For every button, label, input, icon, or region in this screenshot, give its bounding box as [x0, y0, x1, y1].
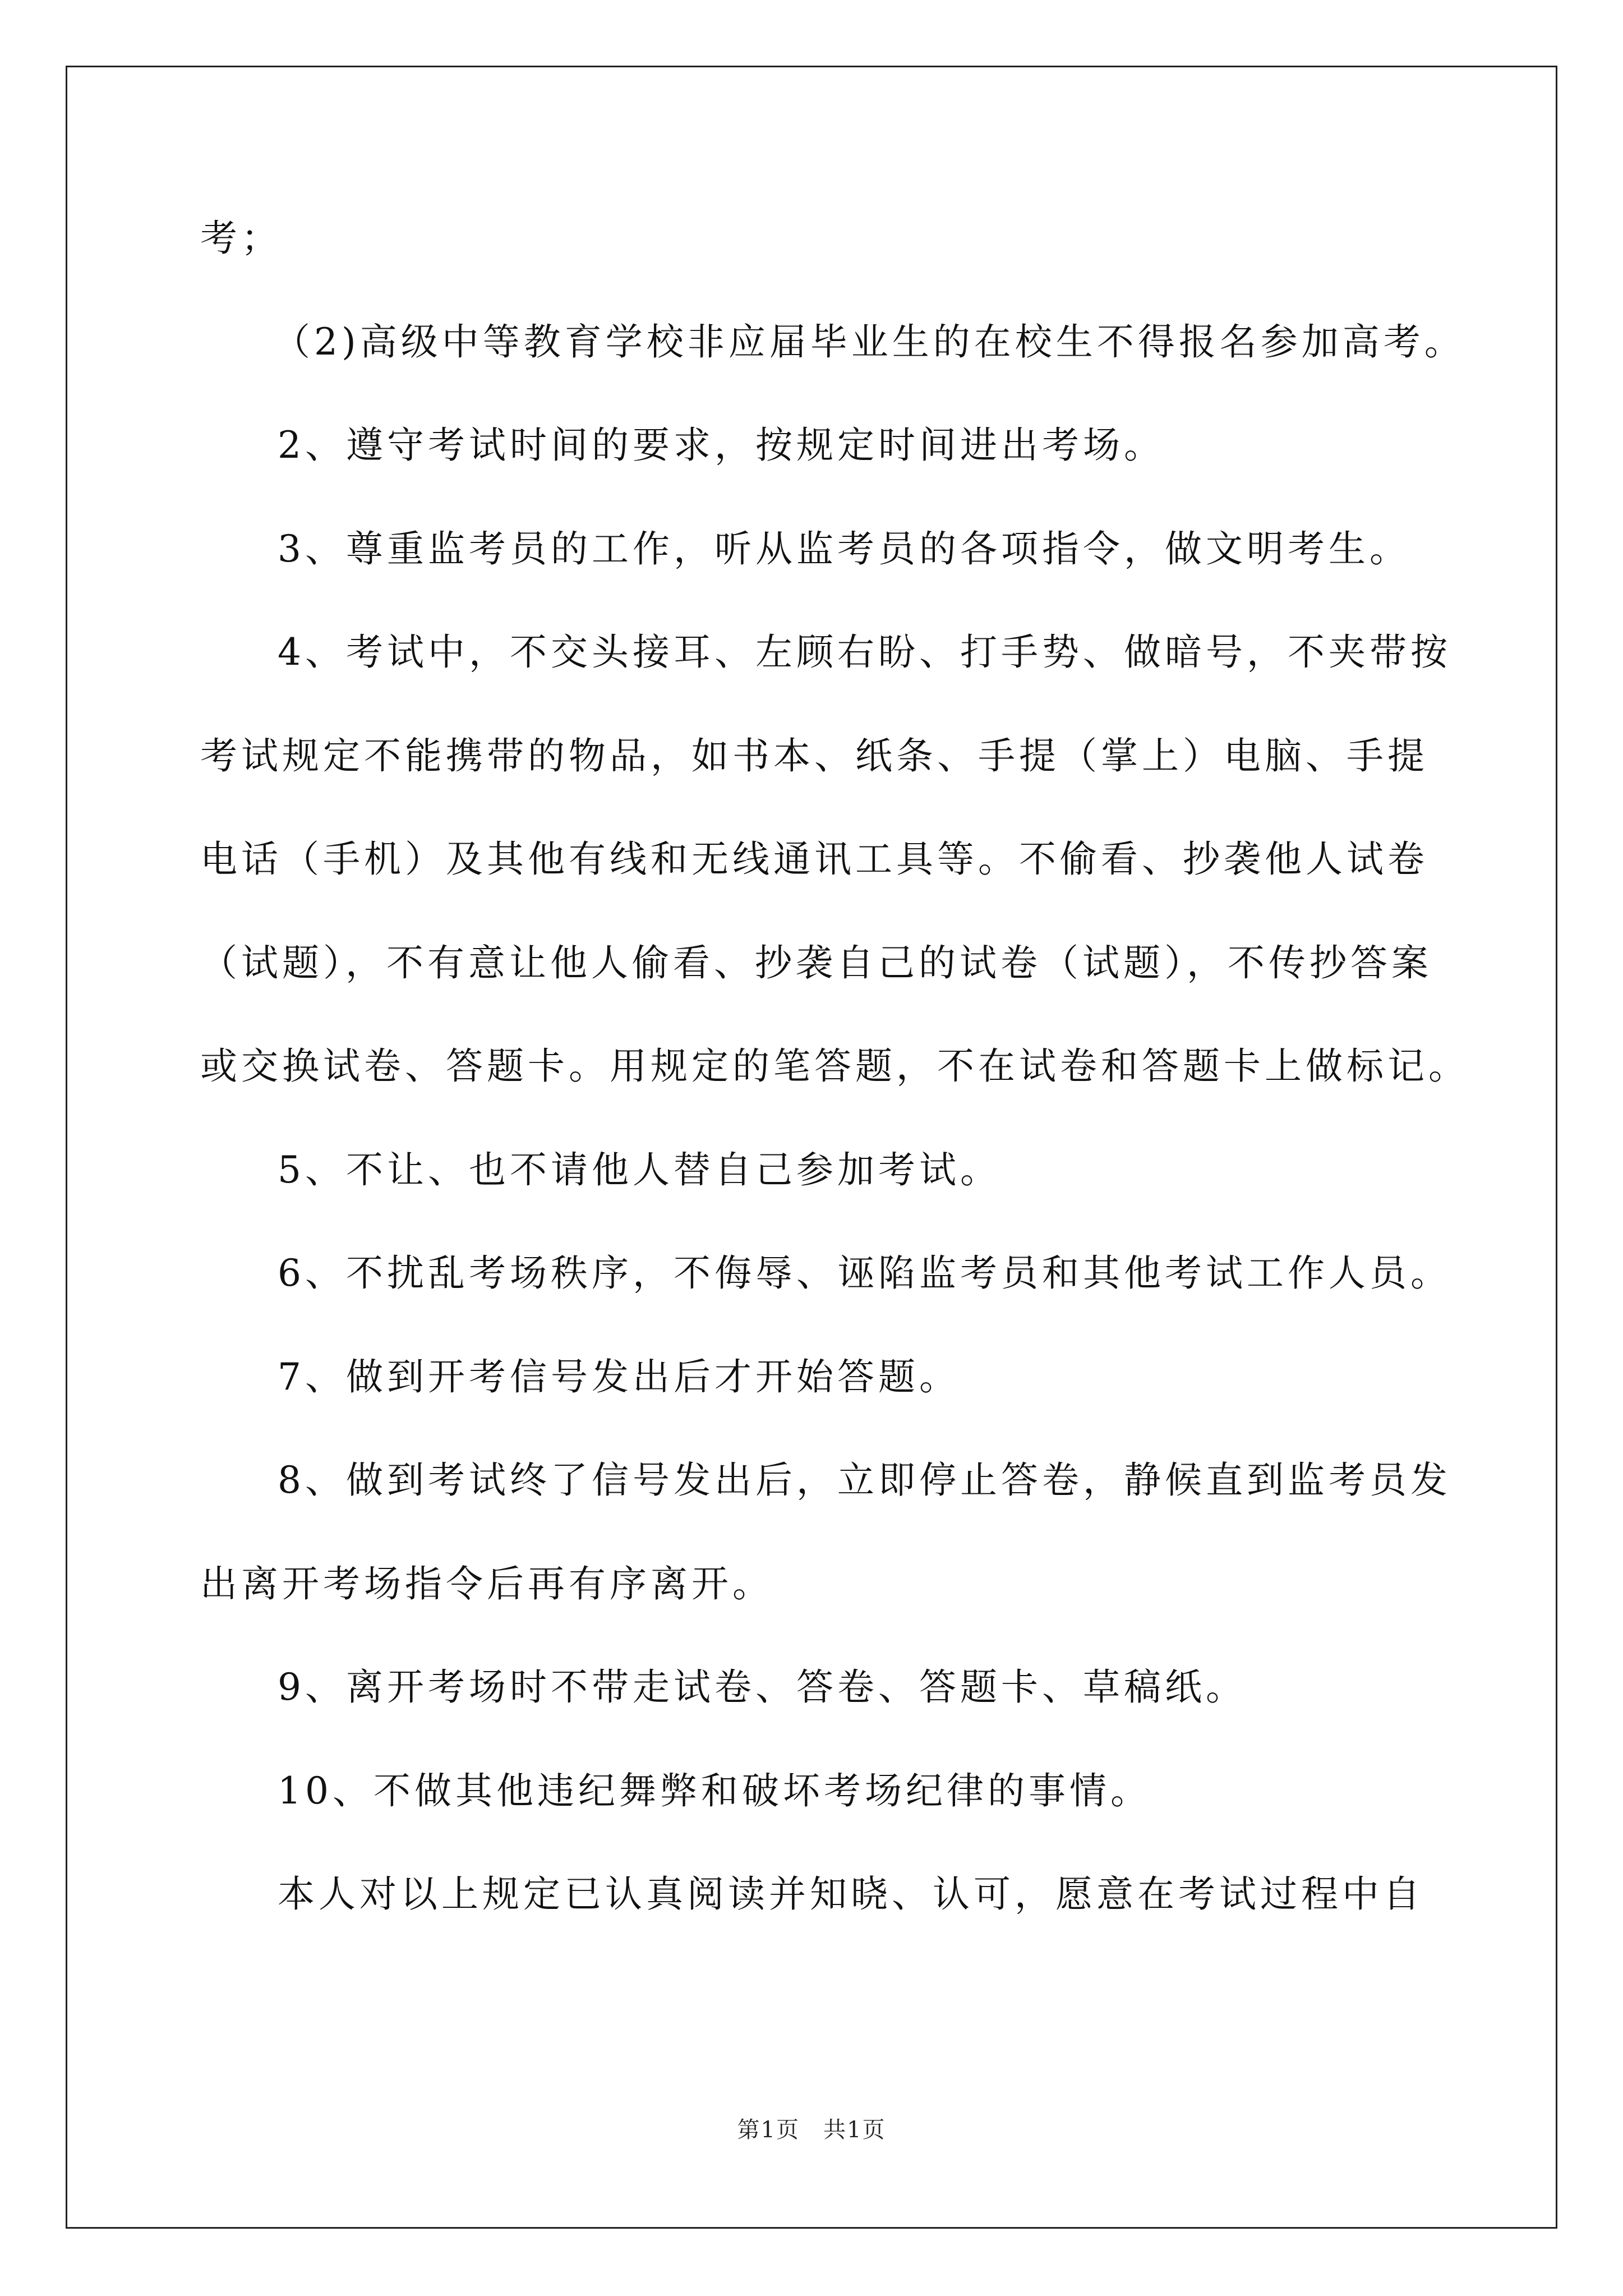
document-body — [200, 217, 1490, 1980]
rule-item-4-cont-1: 考试规定不能携带的物品，如书本、纸条、手提（掌上）电脑、手提 — [200, 734, 1428, 777]
rule-item-10: 10、不做其他违纪舞弊和破坏考场纪律的事情。 — [278, 1769, 1151, 1812]
page-number-footer: 第1页 共1页 — [737, 2117, 886, 2143]
closing-statement: 本人对以上规定已认真阅读并知晓、认可，愿意在考试过程中自 — [278, 1872, 1424, 1916]
rule-item-8-cont: 出离开考场指令后再有序离开。 — [200, 1562, 773, 1605]
rule-item-4: 4、考试中，不交头接耳、左顾右盼、打手势、做暗号，不夹带按 — [278, 631, 1451, 674]
rule-item-4-cont-2: 电话（手机）及其他有线和无线通讯工具等。不偷看、抄袭他人试卷 — [200, 838, 1428, 881]
rule-item-3: 3、尊重监考员的工作，听从监考员的各项指令，做文明考生。 — [278, 527, 1410, 570]
rule-item-7: 7、做到开考信号发出后才开始答题。 — [278, 1355, 960, 1398]
rule-item-2: 2、遵守考试时间的要求，按规定时间进出考场。 — [278, 424, 1165, 467]
rule-item-9: 9、离开考场时不带走试卷、答卷、答题卡、草稿纸。 — [278, 1665, 1247, 1709]
text-line-1: 考； — [200, 217, 282, 260]
rule-item-4-cont-3: （试题），不有意让他人偷看、抄袭自己的试卷（试题），不传抄答案 — [200, 941, 1432, 984]
rule-item-5: 5、不让、也不请他人替自己参加考试。 — [278, 1148, 1001, 1191]
rule-item-4-cont-4: 或交换试卷、答题卡。用规定的笔答题，不在试卷和答题卡上做标记。 — [200, 1045, 1469, 1088]
rule-item-8: 8、做到考试终了信号发出后，立即停止答卷，静候直到监考员发 — [278, 1458, 1451, 1502]
rule-item-6: 6、不扰乱考场秩序，不侮辱、诬陷监考员和其他考试工作人员。 — [278, 1251, 1451, 1295]
text-line-2: （2)高级中等教育学校非应届毕业生的在校生不得报名参加高考。 — [273, 320, 1465, 364]
